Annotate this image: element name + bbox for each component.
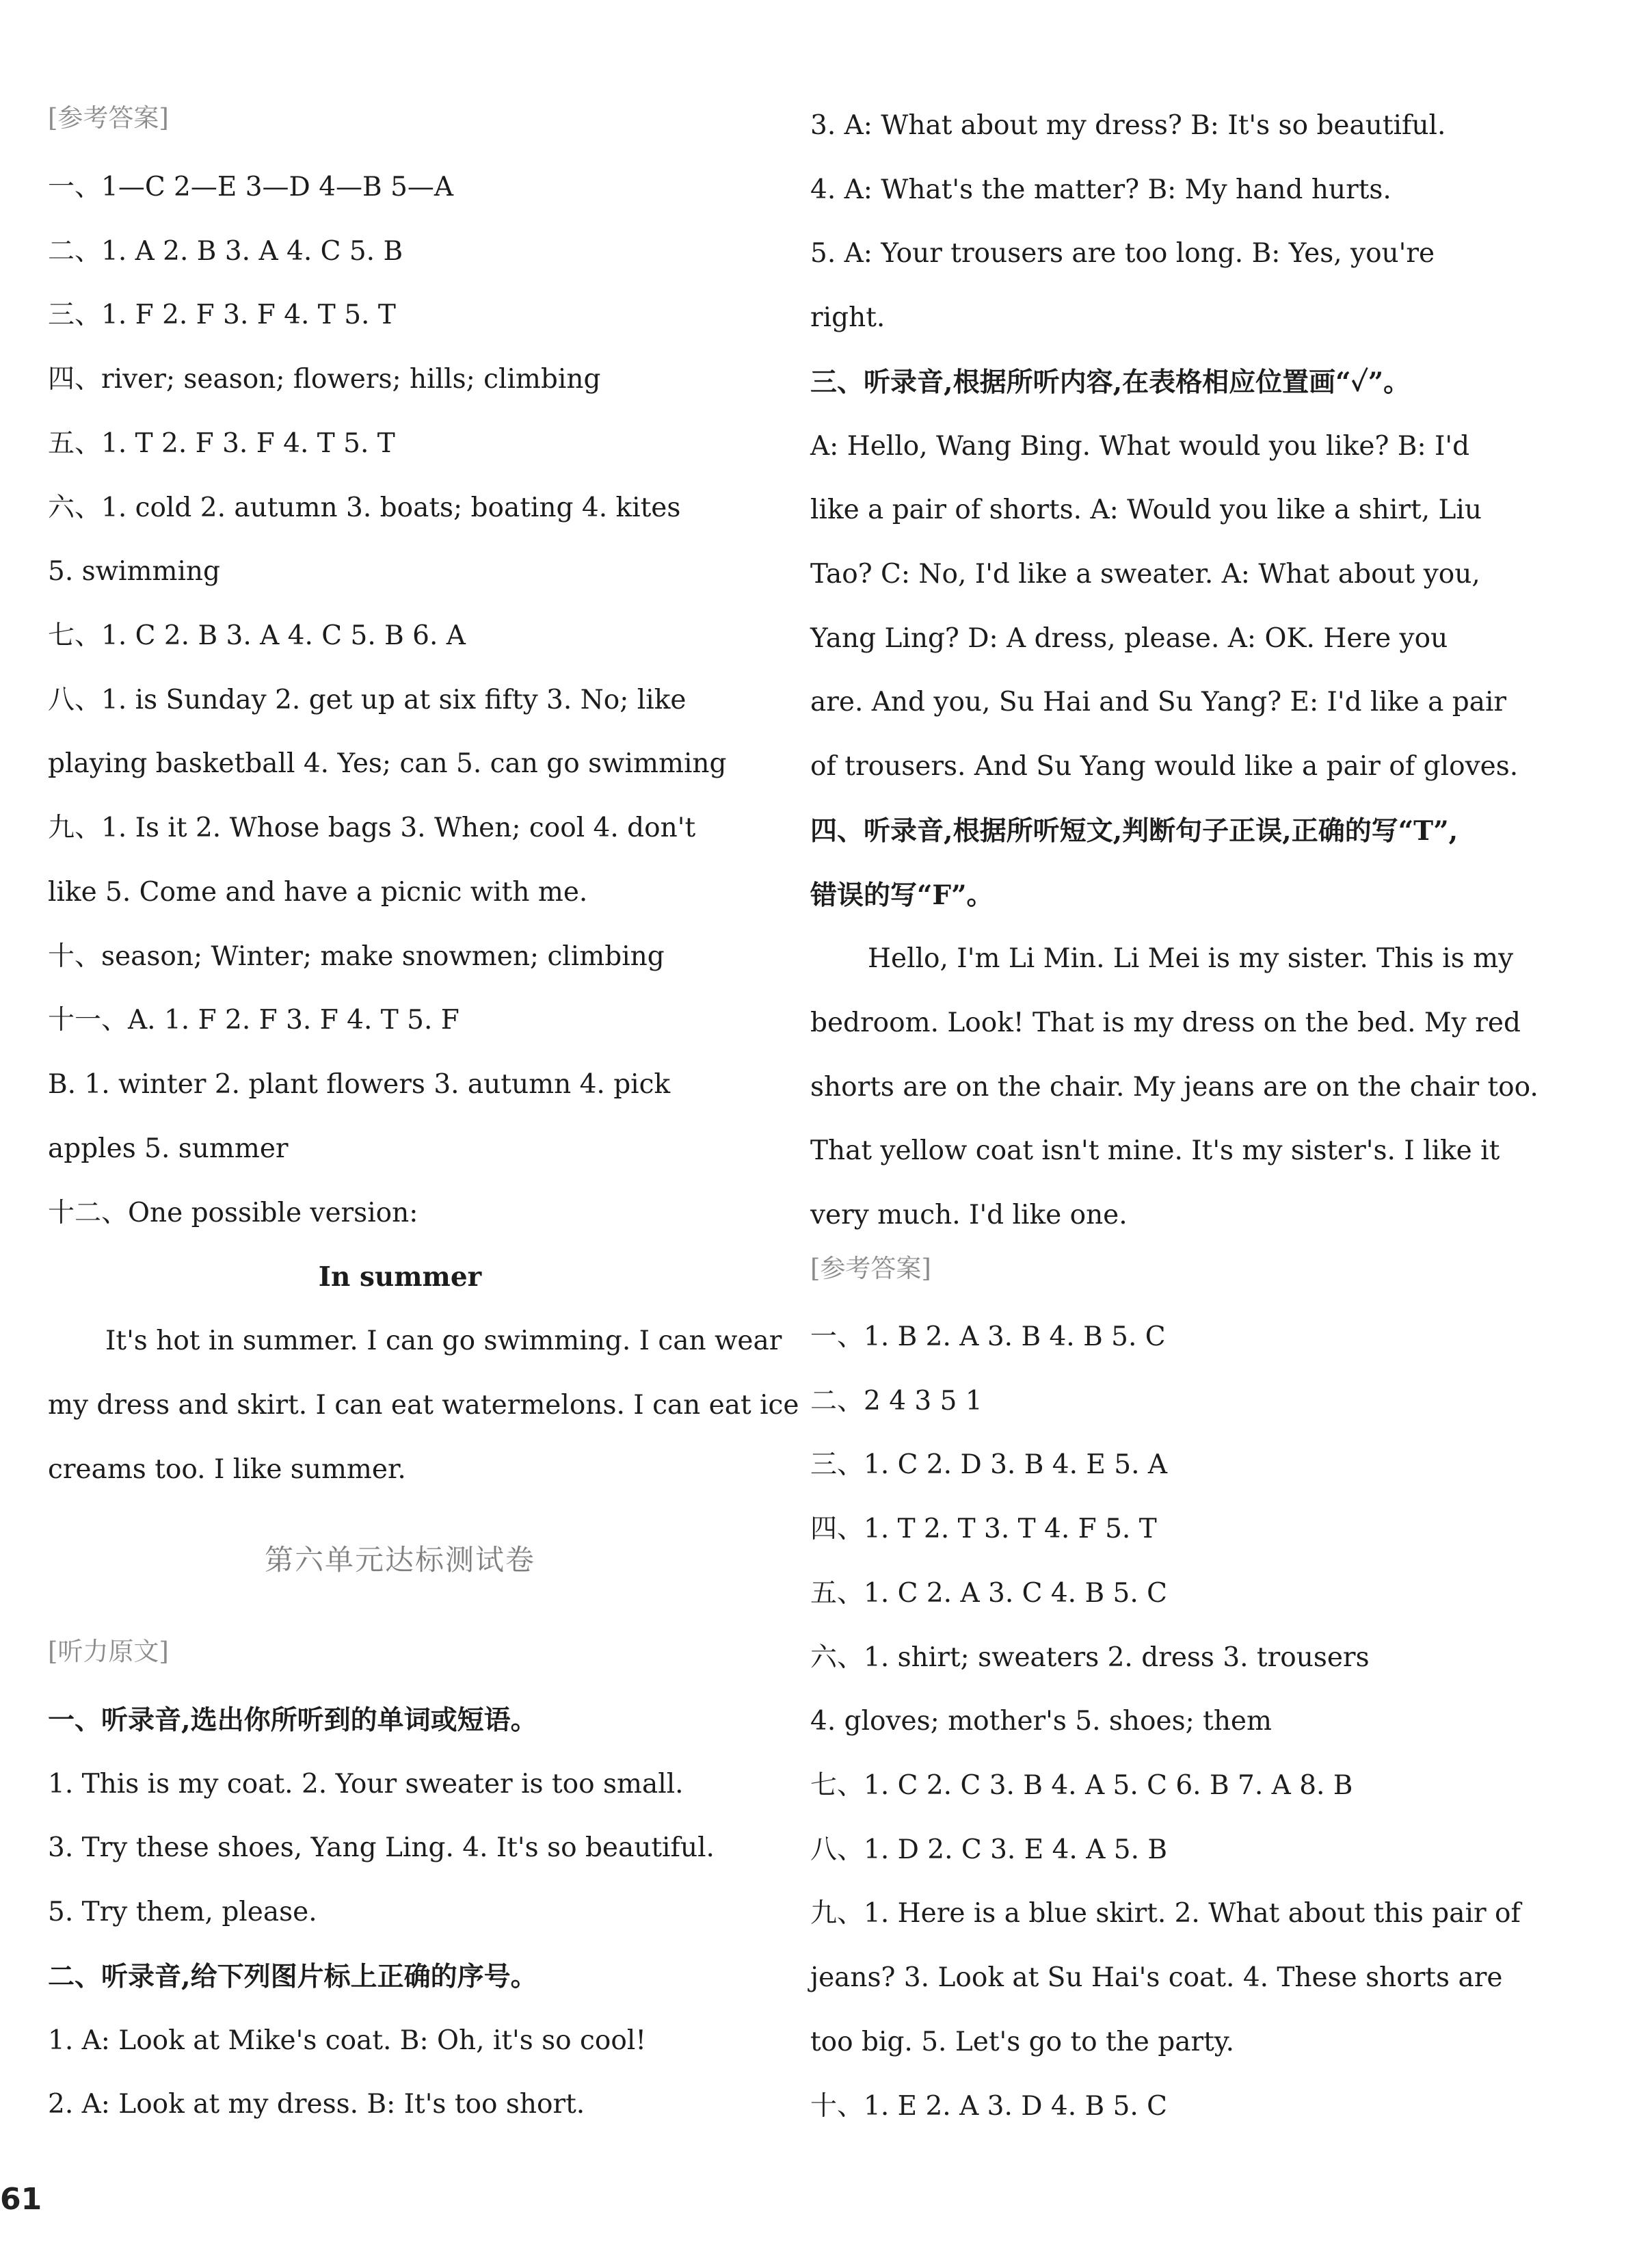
answer-line: 一、1. B 2. A 3. B 4. B 5. C	[810, 1321, 1166, 1352]
passage-line: That yellow coat isn't mine. It's my sister's. I like it	[810, 1135, 1500, 1166]
dialogue-line: are. And you, Su Hai and Su Yang? E: I'd like a pair	[810, 687, 1507, 717]
answer-key-label: [参考答案]	[810, 1254, 931, 1283]
answer-key-label: [参考答案]	[48, 103, 169, 133]
section-heading: 二、听录音,给下列图片标上正确的序号。	[48, 1961, 537, 1992]
passage-line: bedroom. Look! That is my dress on the bed. My red	[810, 1007, 1521, 1038]
answer-line: 九、1. Here is a blue skirt. 2. What about this pair of	[810, 1898, 1521, 1929]
answer-line: like 5. Come and have a picnic with me.	[48, 877, 588, 908]
answer-line: 二、1. A 2. B 3. A 4. C 5. B	[48, 236, 403, 267]
answer-line: jeans? 3. Look at Su Hai's coat. 4. These shorts are	[810, 1962, 1503, 1993]
essay-title: In summer	[318, 1261, 482, 1293]
passage-line: shorts are on the chair. My jeans are on the chair too.	[810, 1072, 1538, 1103]
passage-line: very much. I'd like one.	[810, 1200, 1128, 1230]
answer-line: 十、season; Winter; make snowmen; climbing	[48, 941, 665, 972]
section-heading: 四、听录音,根据所听短文,判断句子正误,正确的写“T”,	[810, 815, 1458, 847]
essay-line: It's hot in summer. I can go swimming. I can wear	[105, 1326, 782, 1356]
listening-line: 1. This is my coat. 2. Your sweater is too small.	[48, 1769, 684, 1800]
listening-text-label: [听力原文]	[48, 1637, 169, 1666]
passage-line: Hello, I'm Li Min. Li Mei is my sister. This is my	[868, 943, 1514, 974]
essay-line: creams too. I like summer.	[48, 1454, 406, 1485]
essay-line: my dress and skirt. I can eat watermelons. I can eat ice	[48, 1390, 799, 1421]
answer-line: 三、1. C 2. D 3. B 4. E 5. A	[810, 1449, 1168, 1480]
dialogue-line: Tao? C: No, I'd like a sweater. A: What about you,	[810, 559, 1480, 590]
listening-line: 5. Try them, please.	[48, 1897, 317, 1927]
answer-line: 九、1. Is it 2. Whose bags 3. When; cool 4. don't	[48, 813, 696, 843]
answer-line: 十二、One possible version:	[48, 1198, 418, 1228]
answer-line: 五、1. C 2. A 3. C 4. B 5. C	[810, 1578, 1167, 1609]
answer-line: 八、1. D 2. C 3. E 4. A 5. B	[810, 1834, 1168, 1865]
listening-line: 3. A: What about my dress? B: It's so beautiful.	[810, 110, 1446, 141]
dialogue-line: Yang Ling? D: A dress, please. A: OK. Here you	[810, 623, 1448, 654]
answer-line: 七、1. C 2. B 3. A 4. C 5. B 6. A	[48, 620, 466, 651]
answer-line: apples 5. summer	[48, 1133, 289, 1164]
listening-line: 3. Try these shoes, Yang Ling. 4. It's so beautiful.	[48, 1832, 715, 1863]
answer-line: 三、1. F 2. F 3. F 4. T 5. T	[48, 300, 396, 330]
listening-line: 2. A: Look at my dress. B: It's too short.	[48, 2089, 585, 2120]
page-number: 61	[0, 2182, 42, 2217]
listening-line: 4. A: What's the matter? B: My hand hurts.	[810, 174, 1391, 205]
answer-line: 七、1. C 2. C 3. B 4. A 5. C 6. B 7. A 8. B	[810, 1770, 1353, 1801]
answer-line: 一、1—C 2—E 3—D 4—B 5—A	[48, 172, 454, 202]
section-heading: 一、听录音,选出你所听到的单词或短语。	[48, 1704, 537, 1736]
section-heading: 错误的写“F”。	[810, 880, 994, 911]
answer-line: 4. gloves; mother's 5. shoes; them	[810, 1706, 1272, 1737]
answer-line: 五、1. T 2. F 3. F 4. T 5. T	[48, 428, 395, 459]
unit-test-title: 第六单元达标测试卷	[264, 1543, 535, 1577]
answer-line: 四、1. T 2. T 3. T 4. F 5. T	[810, 1514, 1157, 1544]
listening-line: 5. A: Your trousers are too long. B: Yes, you're	[810, 238, 1435, 269]
section-heading: 三、听录音,根据所听内容,在表格相应位置画“✓”。	[810, 367, 1411, 398]
answer-line: 十一、A. 1. F 2. F 3. F 4. T 5. F	[48, 1005, 459, 1036]
dialogue-line: of trousers. And Su Yang would like a pair of gloves.	[810, 751, 1519, 782]
answer-line: playing basketball 4. Yes; can 5. can go swimming	[48, 748, 727, 779]
answer-line: 二、2 4 3 5 1	[810, 1386, 983, 1417]
answer-line: B. 1. winter 2. plant flowers 3. autumn 4. pick	[48, 1069, 671, 1100]
listening-line: right.	[810, 302, 885, 333]
answer-line: 四、river; season; flowers; hills; climbing	[48, 364, 601, 395]
dialogue-line: like a pair of shorts. A: Would you like a shirt, Liu	[810, 495, 1482, 525]
answer-line: 八、1. is Sunday 2. get up at six fifty 3. No; like	[48, 685, 687, 715]
answer-line: 六、1. shirt; sweaters 2. dress 3. trousers	[810, 1642, 1370, 1673]
answer-line: 5. swimming	[48, 556, 220, 587]
answer-line: 十、1. E 2. A 3. D 4. B 5. C	[810, 2091, 1168, 2122]
listening-line: 1. A: Look at Mike's coat. B: Oh, it's so cool!	[48, 2025, 647, 2056]
answer-line: too big. 5. Let's go to the party.	[810, 2027, 1235, 2057]
answer-line: 六、1. cold 2. autumn 3. boats; boating 4. kites	[48, 492, 681, 523]
dialogue-line: A: Hello, Wang Bing. What would you like? B: I'd	[810, 431, 1470, 462]
